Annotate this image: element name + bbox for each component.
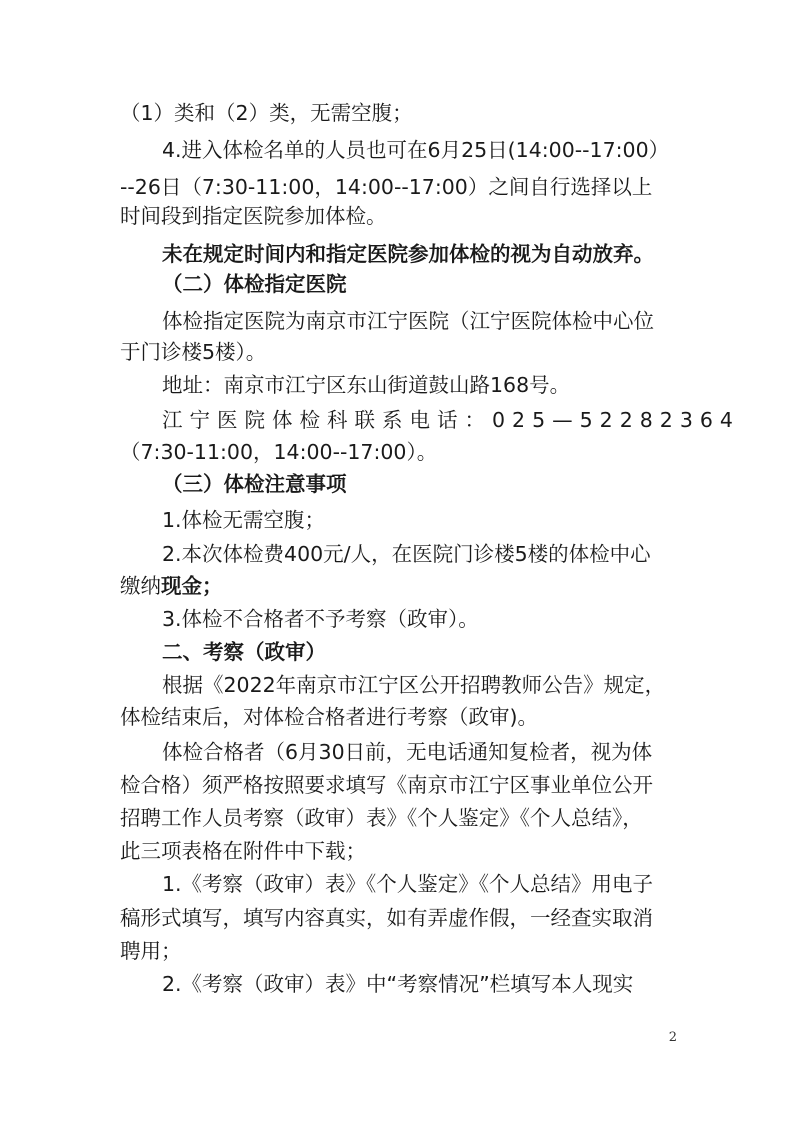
section-heading: （二）体检指定医院 [162,272,347,296]
text-line: 3.体检不合格者不予考察（政审）。 [162,607,479,631]
notice-line: 未在规定时间内和指定医院参加体检的视为自动放弃。 [162,242,654,266]
phone-line: 江宁医院体检科联系电话：025—52282364 [162,408,740,432]
text-line: 体检合格者（6月30日前，无电话通知复检者，视为体 [162,740,653,764]
text-line: 4.进入体检名单的人员也可在6月25日(14:00--17:00） [162,138,670,162]
section-heading: （三）体检注意事项 [162,472,347,496]
page-number: 2 [668,1030,677,1045]
text-line: （7:30-11:00，14:00--17:00）。 [120,440,438,464]
text-line: 于门诊楼5楼）。 [120,340,267,364]
address-line: 地址：南京市江宁区东山街道鼓山路168号。 [162,373,571,397]
text-line: 时间段到指定医院参加体检。 [120,204,387,228]
text-line: 聘用； [120,939,182,963]
text-line: 招聘工作人员考察（政审）表》《个人鉴定》《个人总结》， [120,806,643,830]
text-line: （1）类和（2）类，无需空腹； [120,101,413,125]
text-line: --26日（7:30-11:00，14:00--17:00）之间自行选择以上 [120,175,653,199]
text-line: 1.《考察（政审）表》《个人鉴定》《个人总结》用电子 [162,872,654,896]
text-line: 1.体检无需空腹； [162,508,326,532]
text-line: 体检指定医院为南京市江宁医院（江宁医院体检中心位 [162,309,654,333]
text-line: 稿形式填写，填写内容真实，如有弄虚作假，一经查实取消 [120,906,653,930]
text-segment: 缴纳 [120,574,161,598]
text-line: 检合格）须严格按照要求填写《南京市江宁区事业单位公开 [120,773,653,797]
text-line: 体检结束后，对体检合格者进行考察（政审)。 [120,705,538,729]
text-line: 根据《2022年南京市江宁区公开招聘教师公告》规定， [162,673,666,697]
text-line [120,570,680,602]
text-line: 2.《考察（政审）表》中“考察情况”栏填写本人现实 [162,972,634,996]
section-heading: 二、考察（政审） [162,640,326,664]
text-line: 2.本次体检费400元/人，在医院门诊楼5楼的体检中心 [162,542,651,566]
text-line: 此三项表格在附件中下载； [120,839,366,863]
text-segment-bold: 现金； [161,574,223,598]
